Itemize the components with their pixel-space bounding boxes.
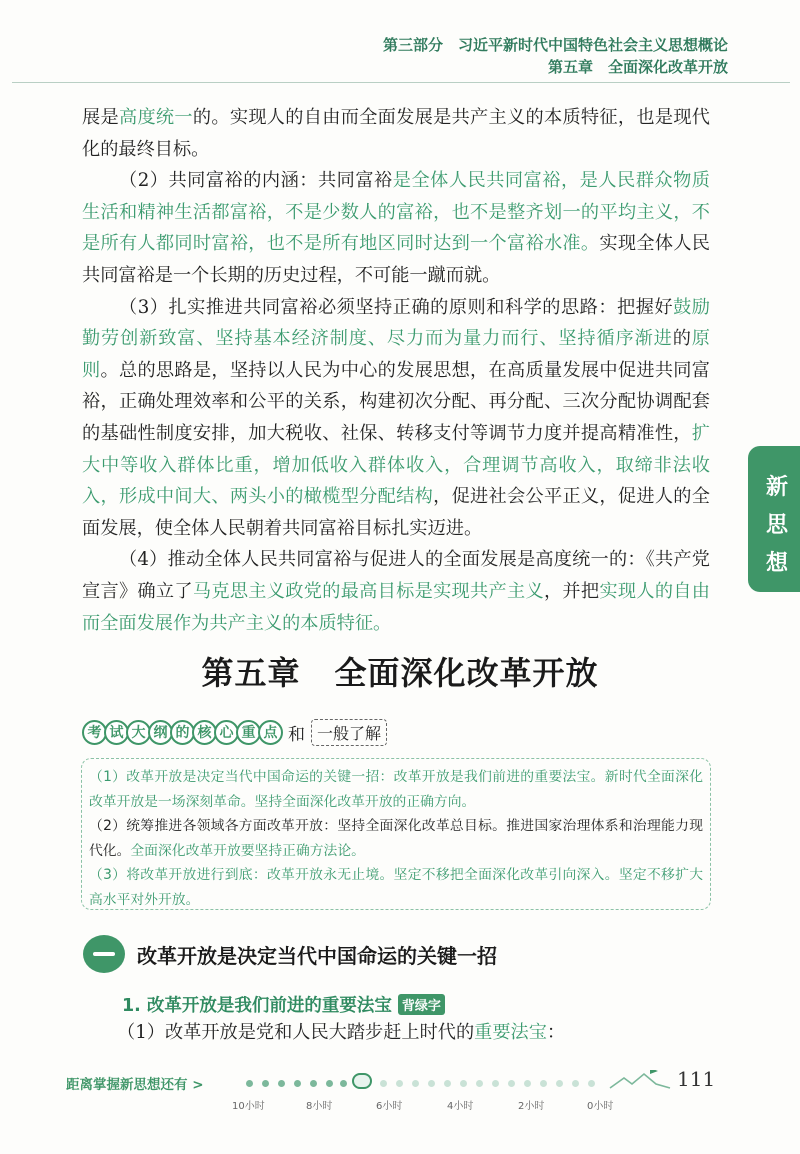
progress-tick: 6小时 xyxy=(376,1101,403,1112)
outline-char: 纲 xyxy=(148,720,173,745)
progress-tick: 0小时 xyxy=(587,1101,614,1112)
progress-tick: 8小时 xyxy=(306,1101,333,1112)
page-number: 111 xyxy=(677,1067,716,1091)
subsection-heading xyxy=(122,992,445,1017)
outline-item-3: （3）将改革开放进行到底：改革开放永无止境。坚定不移把全面深化改革引向深入。坚定不移扩大高水平对外开放。 xyxy=(89,867,703,908)
outline-item-2: （2）统筹推进各领域各方面改革开放：坚持全面深化改革总目标。推进国家治理体系和治理能力现代化。全面深化改革开放要坚持正确方法论。 xyxy=(89,818,703,859)
header-chapter: 第五章 全面深化改革开放 xyxy=(547,58,728,76)
paragraph-1: 展是高度统一的。实现人的自由而全面发展是共产主义的本质特征，也是现代化的最终目标。 xyxy=(82,107,710,160)
outline-general: 一般了解 xyxy=(311,719,387,746)
outline-label xyxy=(82,718,387,746)
outline-char: 心 xyxy=(214,720,239,745)
outline-item-1: （1）改革开放是决定当代中国命运的关键一招：改革开放是我们前进的重要法宝。新时代全面深化改革开放是一场深刻革命。坚持全面深化改革开放的正确方向。 xyxy=(89,769,703,810)
progress-tick: 4小时 xyxy=(447,1101,474,1112)
outline-char: 考 xyxy=(82,720,107,745)
section-heading xyxy=(83,935,497,973)
side-tab-char: 想 xyxy=(766,551,789,576)
outline-char: 的 xyxy=(170,720,195,745)
section-title: 改革开放是决定当代中国命运的关键一招 xyxy=(137,943,497,968)
header-divider xyxy=(12,82,790,83)
body-text xyxy=(82,102,710,639)
paragraph-2: （2）共同富裕的内涵：共同富裕是全体人民共同富裕，是人民群众物质生活和精神生活都富裕，不是少数人的富裕，也不是整齐划一的平均主义，不是所有人都同时富裕，也不是所有地区同时达到一个富裕水准。实现全体人民共同富裕是一个长期的历史过程，不可能一蹴而就。 xyxy=(82,170,710,286)
paragraph-4: （4）推动全体人民共同富裕与促进人的全面发展是高度统一的：《共产党宣言》确立了马克思主义政党的最高目标是实现共产主义，并把实现人的自由而全面发展作为共产主义的本质特征。 xyxy=(82,549,710,634)
outline-and: 和 xyxy=(288,724,305,745)
paragraph-3: （3）扎实推进共同富裕必须坚持正确的原则和科学的思路：把握好鼓励勤劳创新致富、坚持基本经济制度、尽力而为量力而行、坚持循序渐进的原则。总的思路是，坚持以人民为中心的发展思想，在高质量发展中促进共同富裕，正确处理效率和公平的关系，构建初次分配、再分配、三次分配协调配套的基础性制度安排，加大税收、社保、转移支付等调节力度并提高精准性，扩大中等收入群体比重，增加低收入群体收入，合理调节高收入，取缔非法收入，形成中间大、两头小的橄榄型分配结构，促进社会公平正义，促进人的全面发展，使全体人民朝着共同富裕目标扎实迈进。 xyxy=(82,296,710,539)
subsection-title: 1. 改革开放是我们前进的重要法宝 xyxy=(122,996,392,1016)
paragraph-5: （1）改革开放是党和人民大踏步赶上时代的重要法宝： xyxy=(117,1022,566,1043)
mountain-icon xyxy=(608,1070,672,1092)
outline-char: 重 xyxy=(236,720,261,745)
section-number-icon xyxy=(83,935,125,973)
subsection-tag: 背绿字 xyxy=(398,994,445,1015)
chapter-title: 第五章 全面深化改革开放 xyxy=(201,654,599,692)
outline-box xyxy=(81,758,711,910)
side-tab-char: 思 xyxy=(766,513,789,538)
outline-char: 试 xyxy=(104,720,129,745)
outline-char: 核 xyxy=(192,720,217,745)
outline-char: 点 xyxy=(258,720,283,745)
progress-tick: 10小时 xyxy=(232,1101,265,1112)
header-part: 第三部分 习近平新时代中国特色社会主义思想概论 xyxy=(382,36,728,54)
footer-prompt: 距离掌握新思想还有 > xyxy=(66,1077,204,1093)
progress-tick: 2小时 xyxy=(518,1101,545,1112)
side-tab[interactable] xyxy=(748,446,800,592)
side-tab-char: 新 xyxy=(766,475,789,500)
outline-char: 大 xyxy=(126,720,151,745)
progress-marker-icon xyxy=(352,1073,372,1089)
